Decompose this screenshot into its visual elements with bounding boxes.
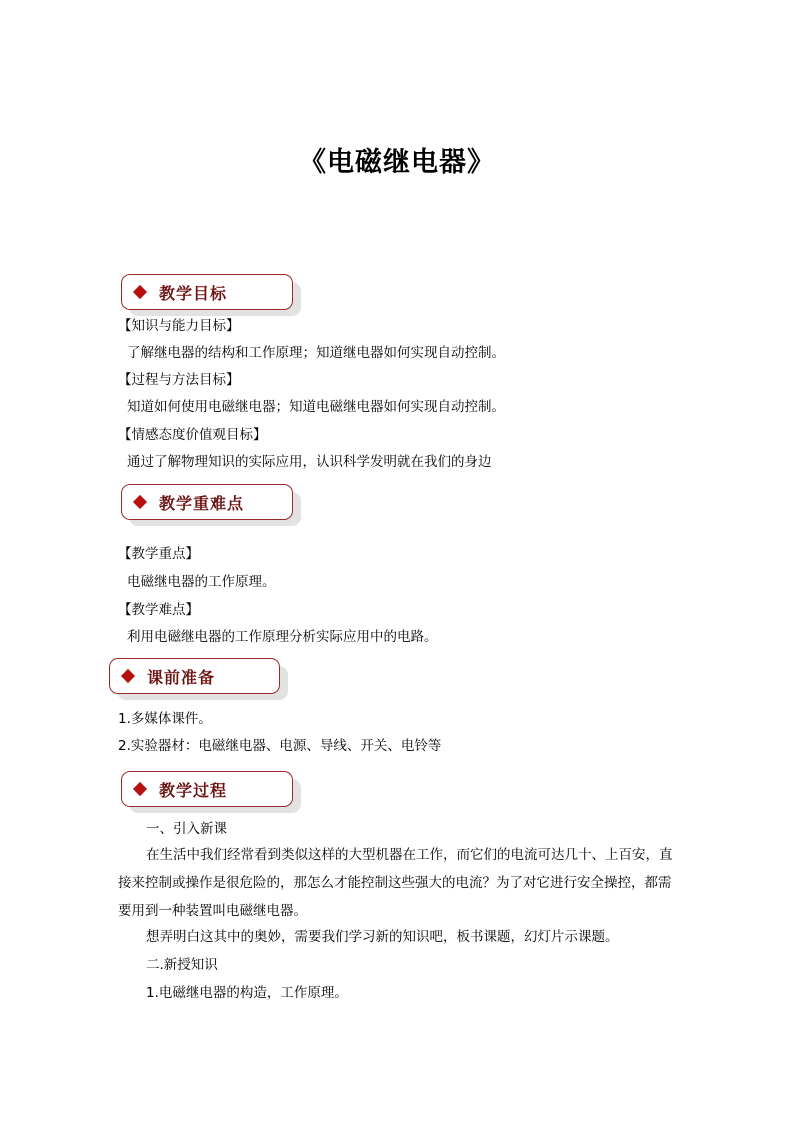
section-label: 教学目标 (159, 283, 228, 303)
process-item-structure: 1.电磁继电器的构造，工作原理。 (146, 985, 348, 1001)
keypoint-text-difficulty: 利用电磁继电器的工作原理分析实际应用中的电路。 (127, 629, 438, 645)
goal-heading-knowledge: 【知识与能力目标】 (118, 318, 240, 334)
keypoint-heading-focus: 【教学重点】 (118, 546, 199, 562)
diamond-bullet-icon (133, 782, 147, 796)
section-header-keypoints (121, 484, 293, 520)
keypoint-text-focus: 电磁继电器的工作原理。 (127, 574, 276, 590)
process-paragraph-intro: 在生活中我们经常看到类似这样的大型机器在工作，而它们的电流可达几十、上百安，直接来控制或操作是很危险的，那怎么才能控制这些强大的电流？为了对它进行安全操控，都需要用到一种装置叫电磁继电器。 (118, 847, 673, 919)
process-heading-intro: 一、引入新课 (146, 821, 227, 837)
section-label: 教学重难点 (159, 493, 245, 513)
process-heading-new: 二.新授知识 (146, 957, 218, 973)
goal-heading-attitude: 【情感态度价值观目标】 (118, 427, 267, 443)
goal-text-process: 知道如何使用电磁继电器；知道电磁继电器如何实现自动控制。 (127, 399, 505, 415)
prep-item-2: 2.实验器材：电磁继电器、电源、导线、开关、电铃等 (118, 738, 442, 754)
goal-text-knowledge: 了解继电器的结构和工作原理；知道继电器如何实现自动控制。 (127, 345, 505, 361)
section-header-prep (109, 658, 280, 694)
prep-item-1: 1.多媒体课件。 (118, 711, 212, 727)
section-label: 教学过程 (159, 780, 228, 800)
section-label: 课前准备 (147, 667, 216, 687)
diamond-bullet-icon (133, 495, 147, 509)
diamond-bullet-icon (133, 285, 147, 299)
process-paragraph-question: 想弄明白这其中的奥妙，需要我们学习新的知识吧，板书课题，幻灯片示课题。 (146, 929, 619, 945)
goal-text-attitude: 通过了解物理知识的实际应用，认识科学发明就在我们的身边 (127, 454, 492, 470)
keypoint-heading-difficulty: 【教学难点】 (118, 602, 199, 618)
section-header-goals (121, 274, 293, 310)
diamond-bullet-icon (121, 669, 135, 683)
page-title: 《电磁继电器》 (299, 147, 495, 178)
section-header-process (121, 771, 293, 807)
goal-heading-process: 【过程与方法目标】 (118, 372, 240, 388)
